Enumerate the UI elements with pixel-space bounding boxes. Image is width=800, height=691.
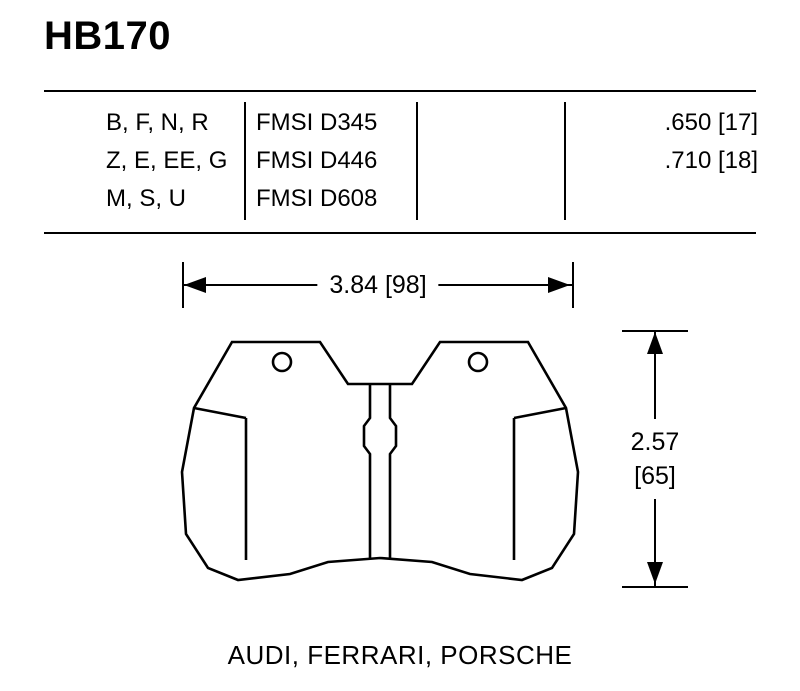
pad-mounting-hole-left	[273, 353, 291, 371]
arrow-down-icon	[647, 562, 663, 584]
thickness-row: .710 [18]	[664, 147, 758, 174]
compound-codes-row: Z, E, EE, G	[106, 147, 228, 174]
table-divider-1	[244, 102, 246, 220]
arrow-left-icon	[184, 277, 206, 293]
spec-table	[44, 90, 756, 234]
table-bottom-rule	[44, 232, 756, 234]
width-dimension	[182, 262, 574, 308]
fmsi-row: FMSI D446	[256, 147, 378, 174]
pad-chamfer-left	[194, 408, 246, 418]
table-divider-3	[564, 102, 566, 220]
arrow-right-icon	[548, 277, 570, 293]
thickness-column	[578, 104, 758, 180]
fmsi-column	[256, 104, 411, 218]
brake-pad-outline-drawing	[170, 322, 590, 602]
brake-pad-svg	[170, 322, 590, 602]
height-dimension-label-inches: 2.57	[630, 428, 680, 456]
pad-center-slot-right	[390, 384, 396, 558]
vehicle-applications: AUDI, FERRARI, PORSCHE	[227, 640, 573, 670]
arrow-up-icon	[647, 332, 663, 354]
fmsi-row: FMSI D608	[256, 185, 378, 212]
pad-mounting-hole-right	[469, 353, 487, 371]
height-dimension	[600, 330, 710, 588]
height-dimension-label	[600, 419, 710, 499]
width-dimension-label: 3.84 [98]	[317, 262, 438, 308]
fmsi-row: FMSI D345	[256, 109, 378, 136]
table-top-rule	[44, 90, 756, 92]
table-divider-2	[416, 102, 418, 220]
height-extension-line-bottom	[622, 586, 688, 588]
compound-codes-row: B, F, N, R	[106, 109, 209, 136]
pad-chamfer-right	[514, 408, 566, 418]
height-dimension-label-mm: [65]	[634, 462, 676, 490]
page-title: HB170	[44, 14, 172, 58]
compound-codes-column	[106, 104, 236, 218]
width-extension-line-right	[572, 262, 574, 308]
pad-center-slot-left	[364, 384, 370, 558]
pad-outer-outline	[182, 342, 578, 580]
compound-codes-row: M, S, U	[106, 185, 187, 212]
thickness-row: .650 [17]	[664, 109, 758, 136]
